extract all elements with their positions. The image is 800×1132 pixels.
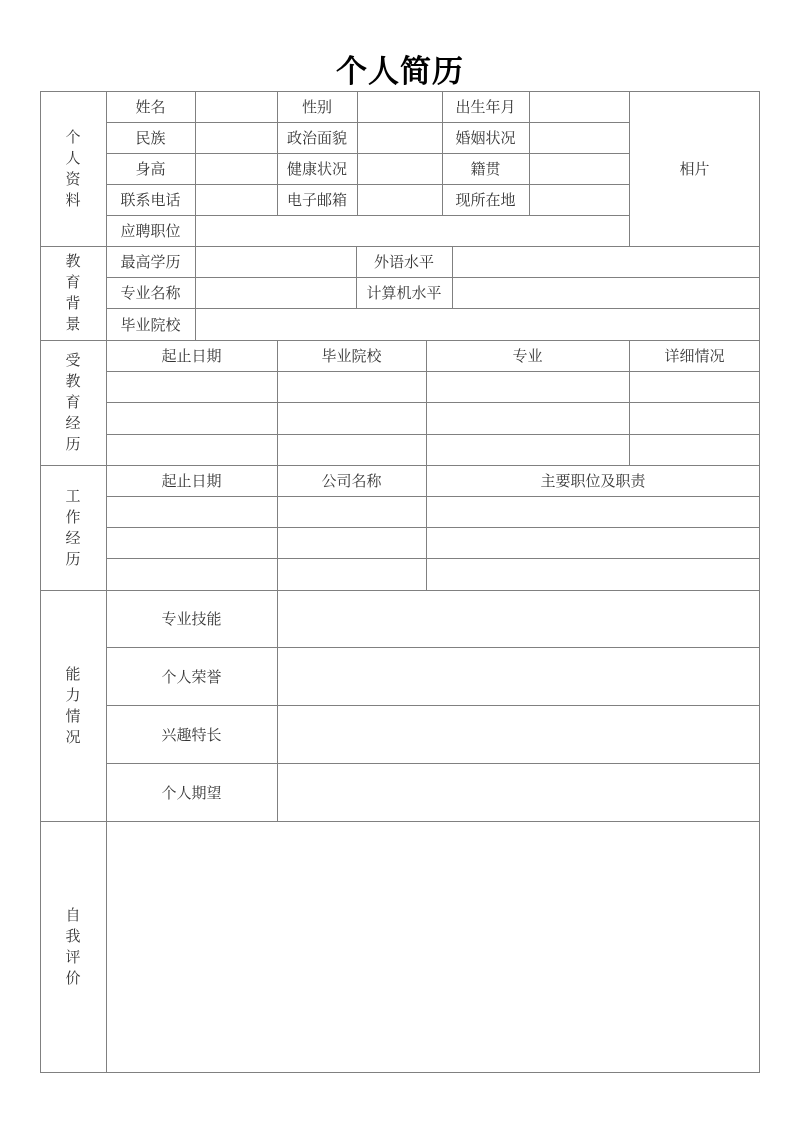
divider: [40, 821, 760, 822]
label-highest-degree: 最高学历: [120, 253, 181, 271]
section-char: 作: [65, 507, 81, 526]
section-char: 自: [65, 906, 81, 924]
section-char: 评: [65, 948, 81, 966]
section-char: 教: [65, 372, 81, 390]
work-row-1[interactable]: [106, 496, 760, 527]
section-char: 育: [65, 393, 81, 411]
computer-field[interactable]: [452, 277, 760, 308]
major-field[interactable]: [195, 277, 356, 308]
divider: [106, 763, 760, 764]
divider: [629, 340, 630, 465]
section-char: 教: [65, 252, 81, 270]
section-char: 景: [65, 315, 81, 333]
height-field[interactable]: [195, 153, 277, 184]
section-label-education-background: [40, 246, 106, 340]
divider: [277, 340, 278, 590]
edu-col-details: 详细情况: [664, 347, 725, 365]
divider: [40, 246, 760, 247]
divider: [106, 371, 760, 372]
divider: [106, 527, 760, 528]
divider: [356, 246, 357, 308]
work-row-2[interactable]: [106, 527, 760, 558]
label-location: 现所在地: [455, 191, 516, 209]
divider: [106, 558, 760, 559]
section-label-education-history: [40, 340, 106, 465]
expectations-field[interactable]: [277, 763, 760, 821]
phone-field[interactable]: [195, 184, 277, 215]
resume-form: [40, 91, 760, 1073]
divider: [106, 705, 760, 706]
section-char: 情: [65, 706, 81, 725]
label-health: 健康状况: [286, 160, 347, 178]
label-honors: 个人荣誉: [161, 667, 222, 686]
section-char: 背: [65, 294, 81, 312]
email-field[interactable]: [357, 184, 442, 215]
health-field[interactable]: [357, 153, 442, 184]
divider: [195, 215, 196, 246]
edu-col-school: 毕业院校: [321, 347, 382, 365]
self-evaluation-field[interactable]: [106, 821, 760, 1073]
divider: [277, 91, 278, 215]
position-field[interactable]: [195, 215, 629, 246]
divider: [106, 647, 760, 648]
section-label-self-evaluation: [40, 821, 106, 1073]
work-row-3[interactable]: [106, 558, 760, 590]
section-char: 料: [65, 190, 81, 209]
divider: [442, 91, 443, 215]
label-hobbies: 兴趣特长: [161, 725, 222, 744]
divider: [452, 246, 453, 308]
location-field[interactable]: [529, 184, 629, 215]
hobbies-field[interactable]: [277, 705, 760, 763]
political-field[interactable]: [357, 122, 442, 153]
divider: [40, 340, 760, 341]
label-political: 政治面貌: [286, 129, 347, 147]
label-email: 电子邮箱: [286, 191, 347, 209]
divider: [106, 215, 629, 216]
page-title: 个人简历: [336, 54, 464, 90]
section-char: 个: [65, 127, 81, 146]
divider: [195, 246, 196, 340]
divider: [106, 308, 760, 309]
label-skills: 专业技能: [161, 610, 222, 628]
divider: [40, 590, 760, 591]
ethnicity-field[interactable]: [195, 122, 277, 153]
label-major: 专业名称: [120, 284, 181, 302]
label-gender: 性别: [301, 98, 332, 116]
section-char: 历: [65, 549, 81, 568]
edu-row-2[interactable]: [106, 402, 760, 434]
section-char: 况: [65, 727, 81, 746]
section-char: 经: [65, 528, 81, 547]
section-char: 经: [65, 414, 81, 432]
divider: [357, 91, 358, 215]
section-label-personal: [40, 91, 106, 246]
section-label-work-history: [40, 465, 106, 590]
label-computer: 计算机水平: [366, 284, 442, 302]
divider: [106, 122, 629, 123]
divider: [106, 153, 629, 154]
label-school: 毕业院校: [120, 315, 181, 334]
divider: [40, 465, 760, 466]
work-col-company: 公司名称: [321, 472, 382, 490]
divider: [106, 496, 760, 497]
section-char: 能: [65, 664, 81, 683]
edu-row-3[interactable]: [106, 434, 760, 465]
label-native-place: 籍贯: [470, 160, 501, 178]
divider: [426, 340, 427, 590]
highest-degree-field[interactable]: [195, 246, 356, 277]
label-name: 姓名: [135, 98, 166, 116]
section-char: 工: [65, 486, 81, 505]
divider: [277, 590, 278, 821]
divider: [106, 277, 760, 278]
divider: [529, 91, 530, 215]
divider: [106, 402, 760, 403]
label-expectations: 个人期望: [161, 783, 222, 802]
divider: [106, 184, 629, 185]
native-place-field[interactable]: [529, 153, 629, 184]
section-char: 资: [65, 169, 81, 188]
section-label-abilities: [40, 590, 106, 821]
divider: [195, 91, 196, 215]
section-char: 历: [65, 435, 81, 453]
school-field[interactable]: [195, 308, 760, 340]
label-position: 应聘职位: [120, 222, 181, 240]
label-phone: 联系电话: [120, 191, 181, 209]
section-char: 力: [65, 685, 81, 704]
label-birth: 出生年月: [455, 98, 516, 116]
section-char: 受: [65, 351, 81, 369]
gender-field[interactable]: [357, 91, 442, 122]
label-foreign-language: 外语水平: [373, 253, 434, 271]
section-char: 价: [65, 969, 81, 987]
label-marital: 婚姻状况: [455, 129, 516, 147]
name-field[interactable]: [195, 91, 277, 122]
label-height: 身高: [135, 160, 166, 178]
edu-col-major: 专业: [512, 347, 543, 365]
photo-area[interactable]: 相片: [679, 160, 710, 178]
birth-field[interactable]: [529, 91, 629, 122]
skills-field[interactable]: [277, 590, 760, 647]
section-char: 我: [65, 927, 81, 945]
label-ethnicity: 民族: [135, 129, 166, 147]
section-char: 人: [65, 148, 81, 167]
foreign-language-field[interactable]: [452, 246, 760, 277]
divider: [106, 434, 760, 435]
work-col-duties: 主要职位及职责: [540, 472, 646, 490]
marital-field[interactable]: [529, 122, 629, 153]
edu-row-1[interactable]: [106, 371, 760, 402]
honors-field[interactable]: [277, 647, 760, 705]
section-char: 育: [65, 273, 81, 291]
edu-col-dates: 起止日期: [161, 347, 222, 365]
work-col-dates: 起止日期: [161, 472, 222, 490]
divider: [106, 91, 107, 1073]
divider: [629, 91, 630, 246]
